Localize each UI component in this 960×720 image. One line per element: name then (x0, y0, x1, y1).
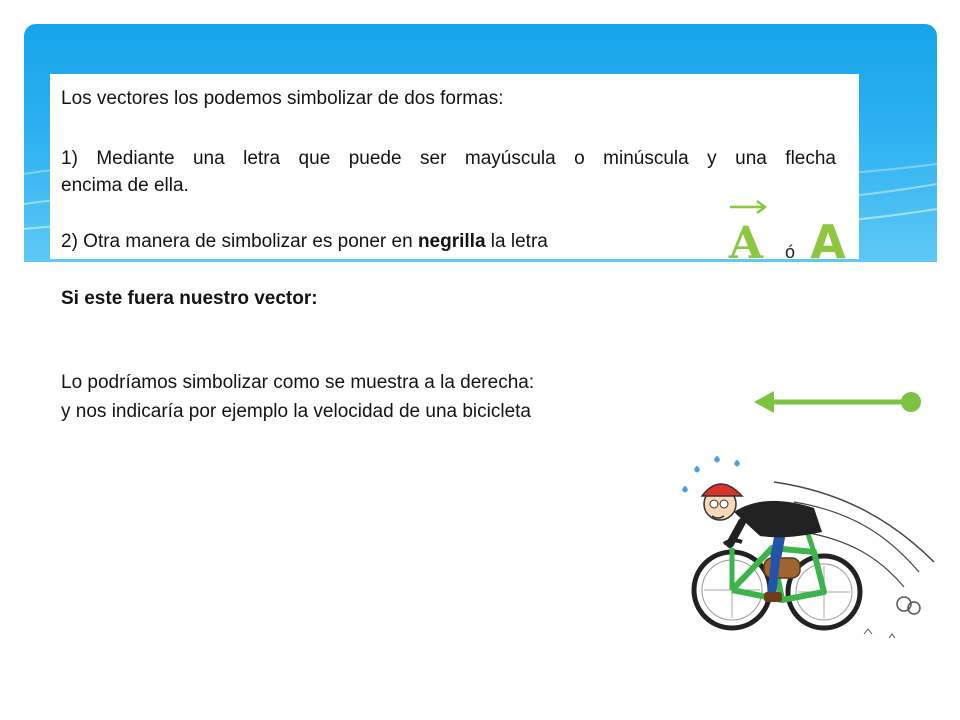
separator-text: ó (784, 242, 796, 262)
vector-prompt: Si este fuera nuestro vector: (61, 288, 318, 309)
conclusion-line1: Lo podríamos simbolizar como se muestra a la derecha: (61, 372, 535, 393)
intro-text: Los vectores los podemos simbolizar de dos formas: (61, 88, 504, 109)
vector-arrow-icon (748, 382, 928, 422)
point1-line2: encima de ella. (61, 175, 189, 196)
right-arrow-icon (730, 201, 765, 213)
cyclist-illustration-icon (664, 452, 944, 652)
letter-with-arrow: A (728, 218, 764, 268)
point2-post: la letra (485, 231, 548, 252)
point2-text (61, 231, 548, 253)
point1-line1: 1) Mediante una letra que puede ser mayúscula o minúscula y una flecha (61, 148, 836, 169)
point2-bold: negrilla (417, 231, 486, 252)
point2-pre: 2) Otra manera de simbolizar es poner en (61, 231, 418, 252)
conclusion-line2: y nos indicaría por ejemplo la velocidad de una bicicleta (61, 401, 531, 422)
letter-bold: A (810, 215, 846, 268)
vector-notation-symbols (724, 196, 854, 268)
